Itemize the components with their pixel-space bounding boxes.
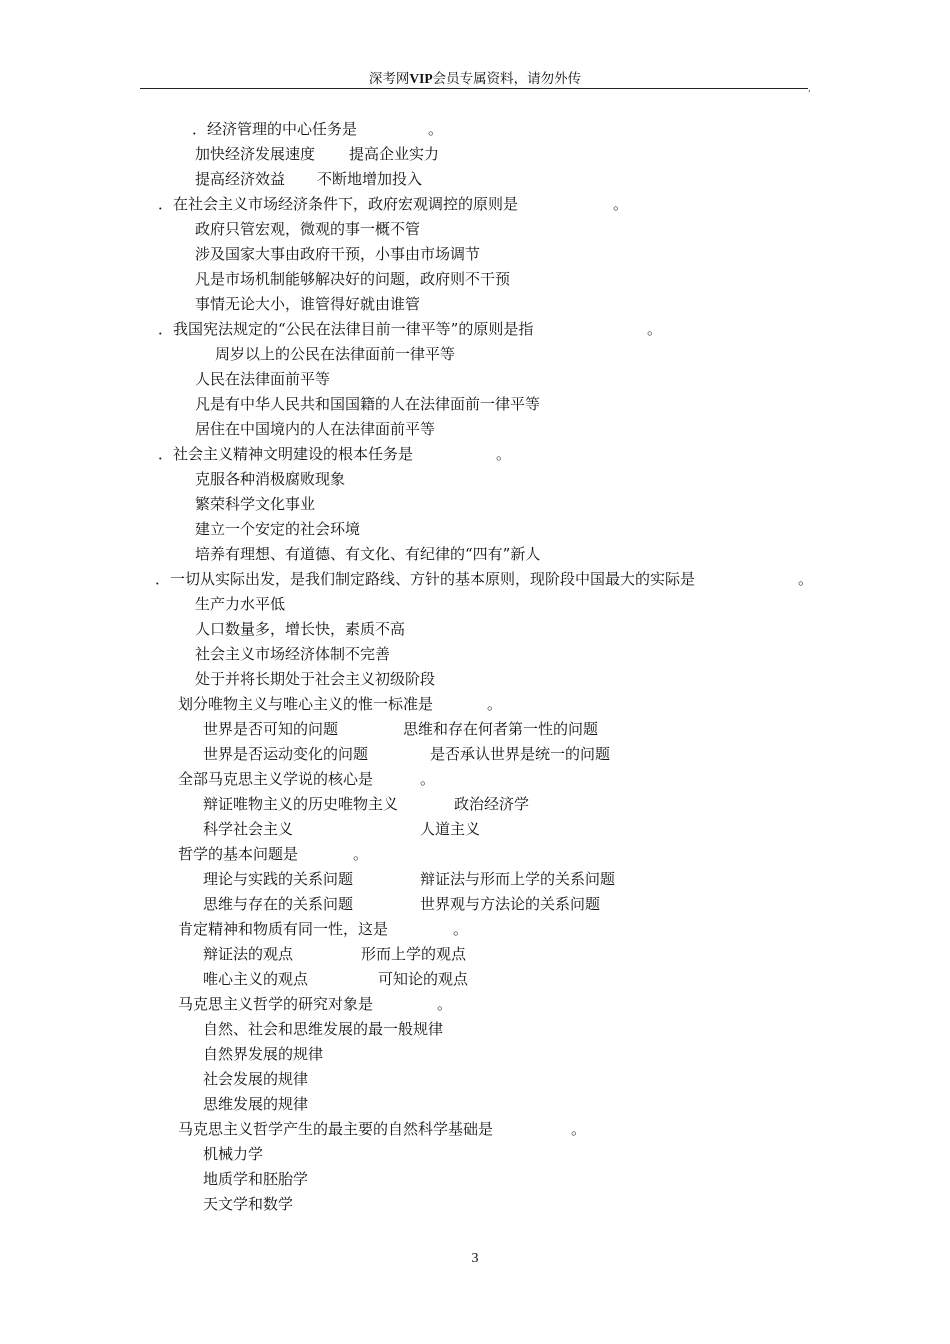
line-text: ．一切从实际出发，是我们制定路线、方针的基本原则，现阶段中国最大的实际是 bbox=[155, 570, 696, 588]
line-segment: 可知论的观点 bbox=[378, 970, 469, 988]
line-text: 肯定精神和物质有同一性，这是 bbox=[178, 920, 389, 938]
line-segment: 。 bbox=[420, 770, 436, 788]
line-text: 世界是否运动变化的问题 bbox=[203, 745, 369, 763]
line-text: 建立一个安定的社会环境 bbox=[195, 520, 361, 538]
line-segment: 。 bbox=[353, 845, 369, 863]
line-text: 思维与存在的关系问题 bbox=[203, 895, 354, 913]
line-text: 划分唯物主义与唯心主义的惟一标准是 bbox=[178, 695, 434, 713]
line-text: 科学社会主义 bbox=[203, 820, 294, 838]
line-text: 凡是市场机制能够解决好的问题，政府则不干预 bbox=[195, 270, 511, 288]
line-text: ．在社会主义市场经济条件下，政府宏观调控的原则是 bbox=[158, 195, 519, 213]
line-segment: 是否承认世界是统一的问题 bbox=[430, 745, 611, 763]
line-segment: 。 bbox=[428, 120, 444, 138]
line-text: 社会主义市场经济体制不完善 bbox=[195, 645, 391, 663]
line-text: 辩证唯物主义的历史唯物主义 bbox=[203, 795, 399, 813]
line-segment: 不断地增加投入 bbox=[317, 170, 423, 188]
line-segment: 。 bbox=[798, 570, 814, 588]
line-text: 思维发展的规律 bbox=[203, 1095, 309, 1113]
line-text: 辩证法的观点 bbox=[203, 945, 294, 963]
line-segment: 。 bbox=[453, 920, 469, 938]
line-text: 提高经济效益 bbox=[195, 170, 286, 188]
line-text: 马克思主义哲学产生的最主要的自然科学基础是 bbox=[178, 1120, 494, 1138]
line-text: 自然、社会和思维发展的最一般规律 bbox=[203, 1020, 444, 1038]
line-text: 理论与实践的关系问题 bbox=[203, 870, 354, 888]
header-vip: VIP bbox=[409, 71, 433, 86]
page-number: 3 bbox=[471, 1251, 479, 1266]
line-text: 生产力水平低 bbox=[195, 595, 286, 613]
line-text: 马克思主义哲学的研究对象是 bbox=[178, 995, 374, 1013]
line-text: 处于并将长期处于社会主义初级阶段 bbox=[195, 670, 436, 688]
line-text: ．经济管理的中心任务是 bbox=[192, 120, 358, 138]
header-mark: , bbox=[808, 84, 811, 94]
header-prefix: 深考网 bbox=[368, 71, 410, 87]
line-text: 全部马克思主义学说的核心是 bbox=[178, 770, 374, 788]
line-segment: 。 bbox=[437, 995, 453, 1013]
line-text: 自然界发展的规律 bbox=[203, 1045, 324, 1063]
header-rule bbox=[140, 88, 808, 89]
line-text: 涉及国家大事由政府干预，小事由市场调节 bbox=[195, 245, 481, 263]
line-text: 人口数量多，增长快，素质不高 bbox=[195, 620, 406, 638]
line-segment: 形而上学的观点 bbox=[361, 945, 467, 963]
line-text: 天文学和数学 bbox=[203, 1195, 294, 1213]
line-text: 克服各种消极腐败现象 bbox=[195, 470, 346, 488]
line-segment: 。 bbox=[571, 1120, 587, 1138]
line-segment: 人道主义 bbox=[420, 820, 481, 838]
line-text: 繁荣科学文化事业 bbox=[195, 495, 316, 513]
line-text: 居住在中国境内的人在法律面前平等 bbox=[195, 420, 436, 438]
line-text: 哲学的基本问题是 bbox=[178, 845, 299, 863]
line-text: 社会发展的规律 bbox=[203, 1070, 309, 1088]
line-text: 世界是否可知的问题 bbox=[203, 720, 339, 738]
line-text: 机械力学 bbox=[203, 1145, 264, 1163]
line-text: 唯心主义的观点 bbox=[203, 970, 309, 988]
line-text: 事情无论大小，谁管得好就由谁管 bbox=[195, 295, 421, 313]
line-segment: 思维和存在何者第一性的问题 bbox=[403, 720, 599, 738]
header-suffix: 会员专属资料，请勿外传 bbox=[432, 71, 582, 87]
line-text: 人民在法律面前平等 bbox=[195, 370, 331, 388]
line-segment: 提高企业实力 bbox=[349, 145, 440, 163]
line-text: 加快经济发展速度 bbox=[195, 145, 316, 163]
line-segment: 。 bbox=[496, 445, 512, 463]
line-text: 政府只管宏观，微观的事一概不管 bbox=[195, 220, 421, 238]
line-segment: 。 bbox=[613, 195, 629, 213]
line-segment: 世界观与方法论的关系问题 bbox=[420, 895, 601, 913]
line-text: ．我国宪法规定的“公民在法律目前一律平等”的原则是指 bbox=[158, 320, 534, 338]
line-segment: 。 bbox=[647, 320, 663, 338]
line-text: ．社会主义精神文明建设的根本任务是 bbox=[158, 445, 414, 463]
line-segment: 。 bbox=[487, 695, 503, 713]
line-segment: 政治经济学 bbox=[454, 795, 530, 813]
line-text: 周岁以上的公民在法律面前一律平等 bbox=[215, 345, 456, 363]
line-text: 凡是有中华人民共和国国籍的人在法律面前一律平等 bbox=[195, 395, 541, 413]
line-segment: 辩证法与形而上学的关系问题 bbox=[420, 870, 616, 888]
line-text: 培养有理想、有道德、有文化、有纪律的“四有”新人 bbox=[195, 545, 541, 563]
line-text: 地质学和胚胎学 bbox=[203, 1170, 309, 1188]
